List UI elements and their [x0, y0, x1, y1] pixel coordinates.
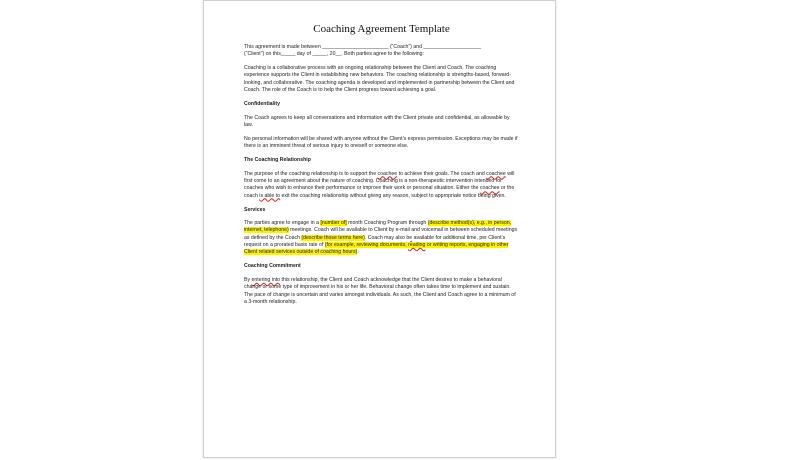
document-body	[244, 23, 519, 313]
text-run: .	[357, 249, 359, 256]
text-run: available for additional time, per Client’s request on a prorated basis rate of	[244, 234, 506, 249]
spelling-flag: coachee	[486, 170, 506, 177]
client-name-blank: ____________________	[423, 44, 482, 50]
text-run: meetings. Coach will be available to Client by e-mail and voicemail in between scheduled meetings as defined by the Coach	[244, 227, 518, 241]
day-blank: _____	[280, 51, 296, 58]
intro-text: , 20__. Both parties agree to the following:	[326, 51, 424, 58]
text-run: The parties agree to engage in a	[244, 220, 321, 227]
spelling-flag: reading	[408, 242, 426, 249]
collaboration-paragraph: Coaching is a collaborative process with an ongoing relationship between the Client and Coach. The coaching experience supports the Client in establishing new behaviors. The coaching relationship is strengths-based, forward-looking, and collaborative. The coaching agenda is developed and implemented in partnership between the Client and Coach. The role of the Coach is to help the Client progress toward achieving a goal.	[244, 65, 515, 94]
grammar-flag: entering into	[251, 276, 281, 283]
text-run: this relationship, the Client and Coach acknowledge that the Client desires to make a behavioral change or some type of improvement in his or her life. Behavioral change often takes time to implement and sustain. The pace of change is uncertain and varies amongst individuals. As such, the Client and Coach agree to a minimum of a 3-month relationship.	[244, 276, 516, 305]
intro-text: This agreement is made between	[244, 44, 323, 50]
intro-text: day of	[295, 51, 313, 58]
highlight-placeholder: (describe method(s), e.g., in person, internet, telephone)	[244, 220, 512, 234]
commitment-heading: Coaching Commitment	[244, 263, 301, 270]
spelling-flag: coachee	[377, 170, 398, 177]
exceptions-paragraph: No personal information will be shared with anyone without the Client’s express permission. Exceptions may be made if there is an imminent threat of serious injury to oneself or someone else.	[244, 135, 518, 150]
intro-text: (“Client”) on this	[244, 51, 281, 58]
text-run: The purpose of the coaching relationship is to support the	[244, 170, 378, 177]
grammar-flag: be	[406, 234, 413, 241]
grammar-flag: is able to	[259, 192, 281, 199]
services-heading: Services	[244, 206, 266, 213]
intro-text: (“Coach”) and	[388, 44, 424, 50]
services-paragraph	[244, 220, 519, 256]
intro-paragraph	[244, 44, 519, 59]
highlight-placeholder: or writing reports, engaging in other Client related services outside of coaching hours)	[244, 242, 509, 256]
coach-name-blank: _______________________	[322, 44, 389, 50]
highlight-placeholder: (describe those terms here)	[301, 234, 365, 241]
text-run: will first come to an agreement about the nature of coaching. Coaching is a non-therapeutic intervention intended for coaches who wish to enhance their performance or improve their work or personal situation. Either the	[244, 170, 515, 192]
text-run: or the coach	[244, 185, 515, 199]
text-run: By	[244, 276, 252, 283]
text-run: month Coaching Program through	[346, 220, 428, 227]
confidentiality-paragraph: The Coach agrees to keep all conversations and information with the Client private and confidential, as allowable by law.	[244, 114, 510, 128]
commitment-paragraph	[244, 277, 519, 306]
text-run: to achieve their goals. The coach and	[397, 170, 487, 177]
month-blank: _____	[312, 51, 327, 58]
confidentiality-heading: Confidentiality	[244, 100, 281, 107]
relationship-paragraph	[244, 171, 519, 200]
text-run: exit the coaching relationship without giving any reason, subject to appropriate notice being given.	[280, 192, 506, 199]
document-page	[203, 0, 556, 458]
spelling-flag: coachee	[479, 185, 500, 192]
text-run: . Coach may also	[364, 234, 407, 241]
document-title: Coaching Agreement Template	[313, 23, 450, 35]
highlight-placeholder: (for example, reviewing documents,	[324, 242, 409, 249]
relationship-heading: The Coaching Relationship	[244, 157, 311, 164]
highlight-placeholder: [number of]	[320, 220, 347, 227]
